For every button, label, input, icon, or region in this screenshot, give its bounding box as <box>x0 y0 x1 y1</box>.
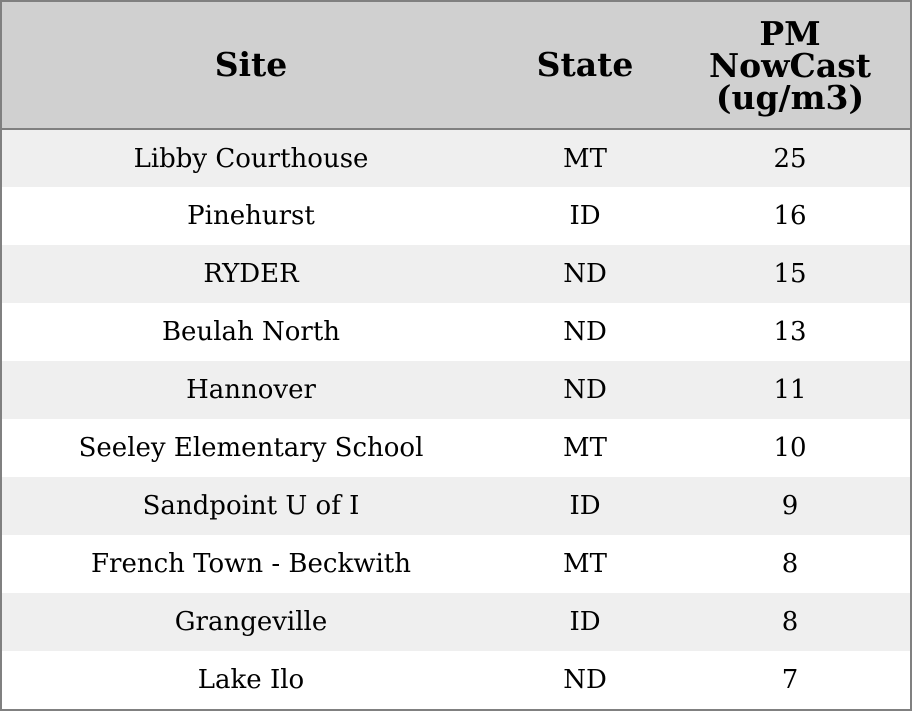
table-row <box>2 129 910 187</box>
cell-pm-value: 10 <box>773 433 807 463</box>
cell-site: Seeley Elementary School <box>78 433 424 463</box>
table-row <box>2 593 910 651</box>
cell-state: ID <box>569 201 601 231</box>
cell-state: ND <box>563 317 607 347</box>
cell-site: Hannover <box>186 375 316 405</box>
column-header-site: Site <box>2 2 500 129</box>
cell-site: Grangeville <box>174 607 328 637</box>
cell-state: ID <box>569 607 601 637</box>
table-row <box>2 419 910 477</box>
cell-site: Lake Ilo <box>197 665 305 695</box>
cell-state: ID <box>569 491 601 521</box>
table-row <box>2 245 910 303</box>
table-row <box>2 187 910 245</box>
cell-state: MT <box>563 433 607 463</box>
table-row <box>2 303 910 361</box>
table-row <box>2 477 910 535</box>
table-row <box>2 651 910 709</box>
column-header-pm-line-2: NowCast <box>708 46 872 85</box>
cell-pm-value: 7 <box>781 665 799 695</box>
cell-site: Pinehurst <box>187 201 315 231</box>
cell-state: MT <box>563 143 607 174</box>
cell-pm-value: 8 <box>781 607 799 637</box>
cell-pm-value: 13 <box>773 317 807 347</box>
cell-site: Libby Courthouse <box>133 143 369 174</box>
cell-pm-value: 11 <box>773 375 807 405</box>
column-header-pm-nowcast <box>670 2 910 129</box>
cell-pm-value: 9 <box>781 491 799 521</box>
cell-state: MT <box>563 549 607 579</box>
cell-state: ND <box>563 259 607 289</box>
cell-site: RYDER <box>203 259 299 289</box>
cell-state: ND <box>563 665 607 695</box>
column-header-pm-line-1: PM <box>759 14 821 53</box>
table-header-row <box>2 2 910 129</box>
cell-pm-value: 8 <box>781 549 799 579</box>
cell-site: French Town - Beckwith <box>90 549 412 579</box>
table-row <box>2 535 910 593</box>
table-row <box>2 361 910 419</box>
cell-state: ND <box>563 375 607 405</box>
cell-site: Sandpoint U of I <box>142 491 360 521</box>
column-header-state: State <box>500 2 670 129</box>
cell-pm-value: 25 <box>773 143 807 174</box>
cell-site: Beulah North <box>161 317 341 347</box>
cell-pm-value: 15 <box>773 259 807 289</box>
column-header-pm-line-3: (ug/m3) <box>715 78 865 117</box>
cell-pm-value: 16 <box>773 201 807 231</box>
pm-nowcast-table <box>2 2 910 709</box>
